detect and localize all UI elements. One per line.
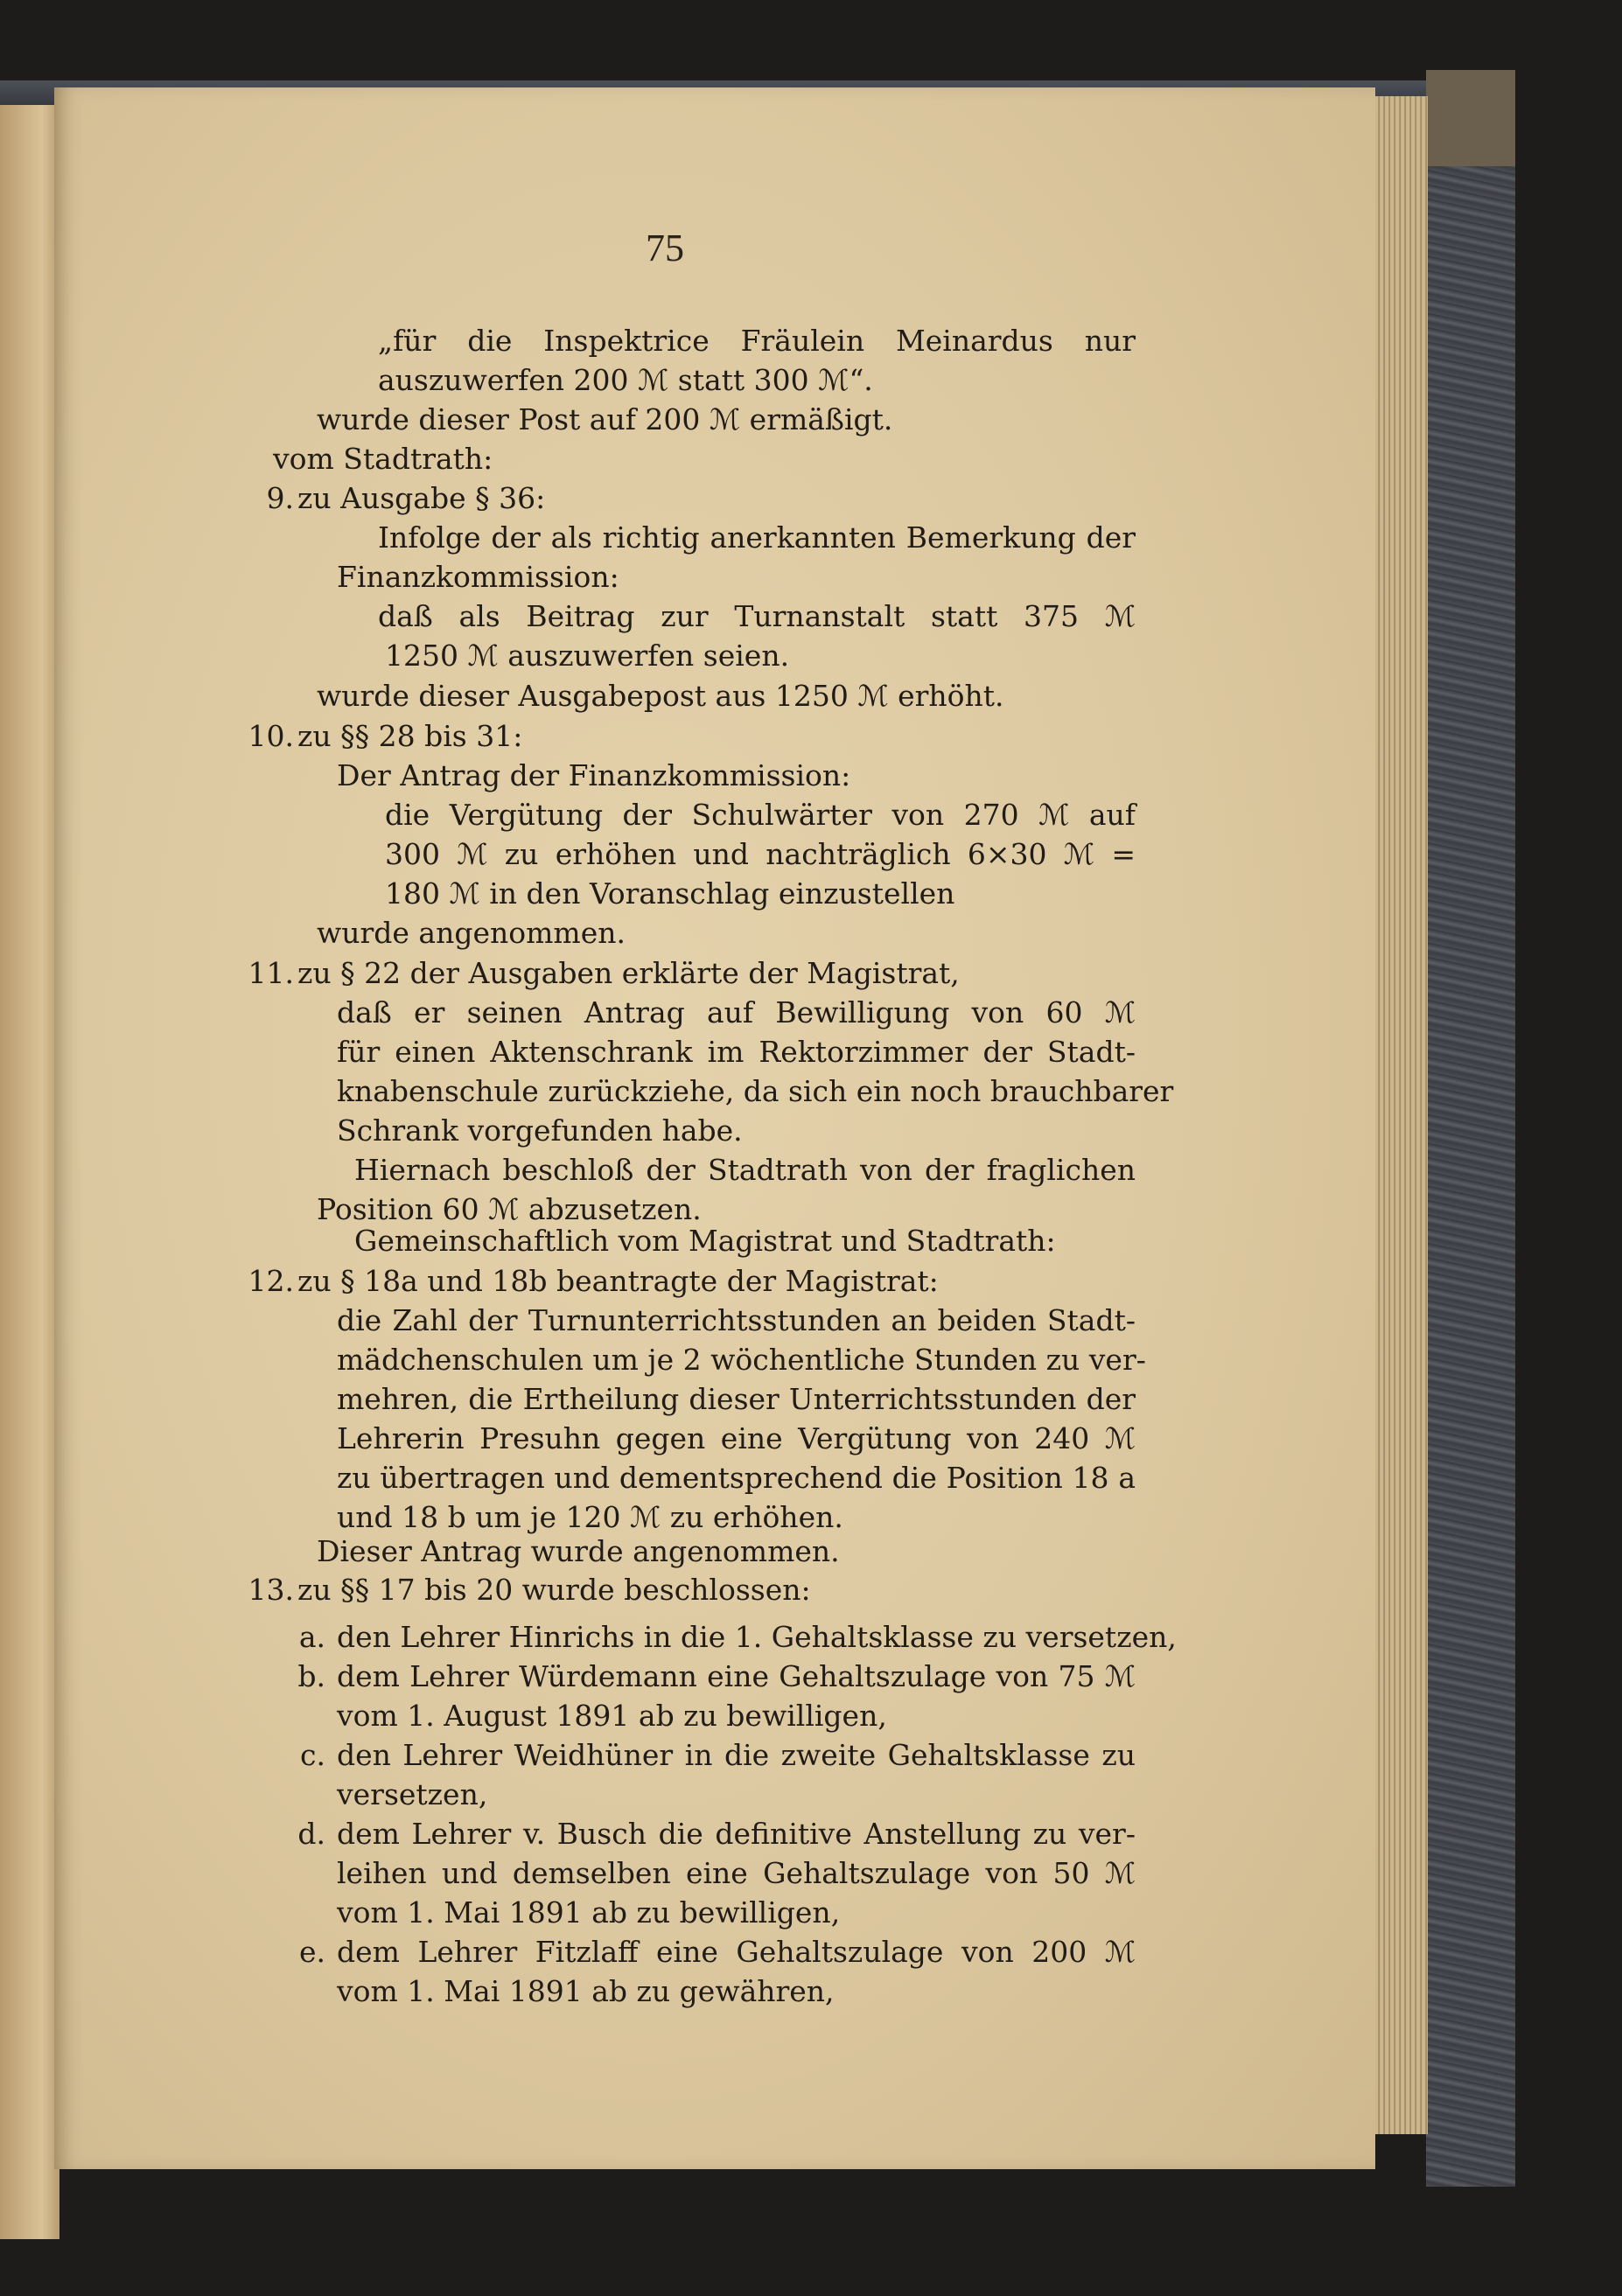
text-line: wurde angenommen. [317,916,626,950]
text-line: den Lehrer Hinrichs in die 1. Gehaltsklasse zu versetzen, [337,1620,1177,1654]
text-line: zu §§ 28 bis 31: [297,719,523,753]
text-line: zu § 22 der Ausgaben erklärte der Magistrat, [297,956,960,990]
text-line: daß als Beitrag zur Turnanstalt statt 375 ℳ [378,599,1136,633]
text-line: Hiernach beschloß der Stadtrath von der fraglichen [354,1153,1136,1187]
sub-item-letter: d. [297,1817,325,1851]
text-line: dem Lehrer v. Busch die definitive Anstellung zu ver- [337,1817,1136,1851]
item-number: 9. [266,481,294,515]
facing-page-edge [0,105,59,2239]
text-line: vom 1. Mai 1891 ab zu bewilligen, [337,1895,841,1930]
text-line: Schrank vorgefunden habe. [337,1113,743,1148]
text-line: dem Lehrer Fitzlaff eine Gehaltszulage von 200 ℳ [337,1935,1136,1969]
text-line: die Zahl der Turnunterrichtsstunden an beiden Stadt- [337,1303,1136,1337]
text-line: für einen Aktenschrank im Rektorzimmer der Stadt- [337,1035,1136,1069]
text-line: mädchenschulen um je 2 wöchentliche Stunden zu ver- [337,1343,1146,1377]
text-line: daß er seinen Antrag auf Bewilligung von 60 ℳ [337,995,1136,1029]
sub-item-letter: a. [298,1620,325,1654]
sub-item-letter: b. [297,1659,325,1693]
text-line: vom 1. Mai 1891 ab zu gewähren, [337,1974,835,2008]
text-line: wurde dieser Ausgabepost aus 1250 ℳ erhöht. [317,679,1004,713]
text-line: vom 1. August 1891 ab zu bewilligen, [337,1699,887,1733]
text-line: 180 ℳ in den Voranschlag einzustellen [385,876,955,911]
text-line: Lehrerin Presuhn gegen eine Vergütung von 240 ℳ [337,1421,1136,1455]
text-line: Infolge der als richtig anerkannten Bemerkung der [378,520,1136,555]
sub-item-letter: c. [300,1738,325,1772]
text-line: zu § 18a und 18b beantragte der Magistrat: [297,1264,939,1298]
item-number: 11. [248,956,294,990]
text-line: Der Antrag der Finanzkommission: [337,758,851,792]
text-line: zu §§ 17 bis 20 wurde beschlossen: [297,1573,811,1607]
book-cover-corner [1426,70,1515,166]
text-line: zu Ausgabe § 36: [297,481,546,515]
text-line: vom Stadtrath: [273,442,493,476]
page-number: 75 [646,227,684,269]
book-cover-spine [1426,70,1515,2187]
text-line: Gemeinschaftlich vom Magistrat und Stadtrath: [354,1224,1056,1258]
text-line: Dieser Antrag wurde angenommen. [317,1534,840,1568]
text-line: Finanzkommission: [337,560,619,594]
item-number: 12. [248,1264,294,1298]
text-line: leihen und demselben eine Gehaltszulage von 50 ℳ [337,1856,1136,1890]
sub-item-letter: e. [298,1935,325,1969]
text-line: knabenschule zurückziehe, da sich ein noch brauchbarer [337,1074,1174,1108]
text-line: zu übertragen und dementsprechend die Position 18 a [337,1461,1136,1495]
text-line: mehren, die Ertheilung dieser Unterrichtsstunden der [337,1382,1136,1416]
text-line: und 18 b um je 120 ℳ zu erhöhen. [337,1500,843,1534]
text-line: den Lehrer Weidhüner in die zweite Gehaltsklasse zu [337,1738,1136,1772]
text-line: 1250 ℳ auszuwerfen seien. [385,639,790,673]
text-line: „für die Inspektrice Fräulein Meinardus nur [378,324,1136,358]
text-line: auszuwerfen 200 ℳ statt 300 ℳ“. [378,363,873,397]
text-line: versetzen, [337,1777,488,1811]
text-line: wurde dieser Post auf 200 ℳ ermäßigt. [317,402,893,436]
text-line: die Vergütung der Schulwärter von 270 ℳ auf [385,798,1136,832]
text-line: 300 ℳ zu erhöhen und nachträglich 6×30 ℳ = [385,837,1136,871]
text-line: Position 60 ℳ abzusetzen. [317,1192,702,1226]
item-number: 13. [248,1573,294,1607]
item-number: 10. [248,719,294,753]
text-line: dem Lehrer Würdemann eine Gehaltszulage von 75 ℳ [337,1659,1136,1693]
